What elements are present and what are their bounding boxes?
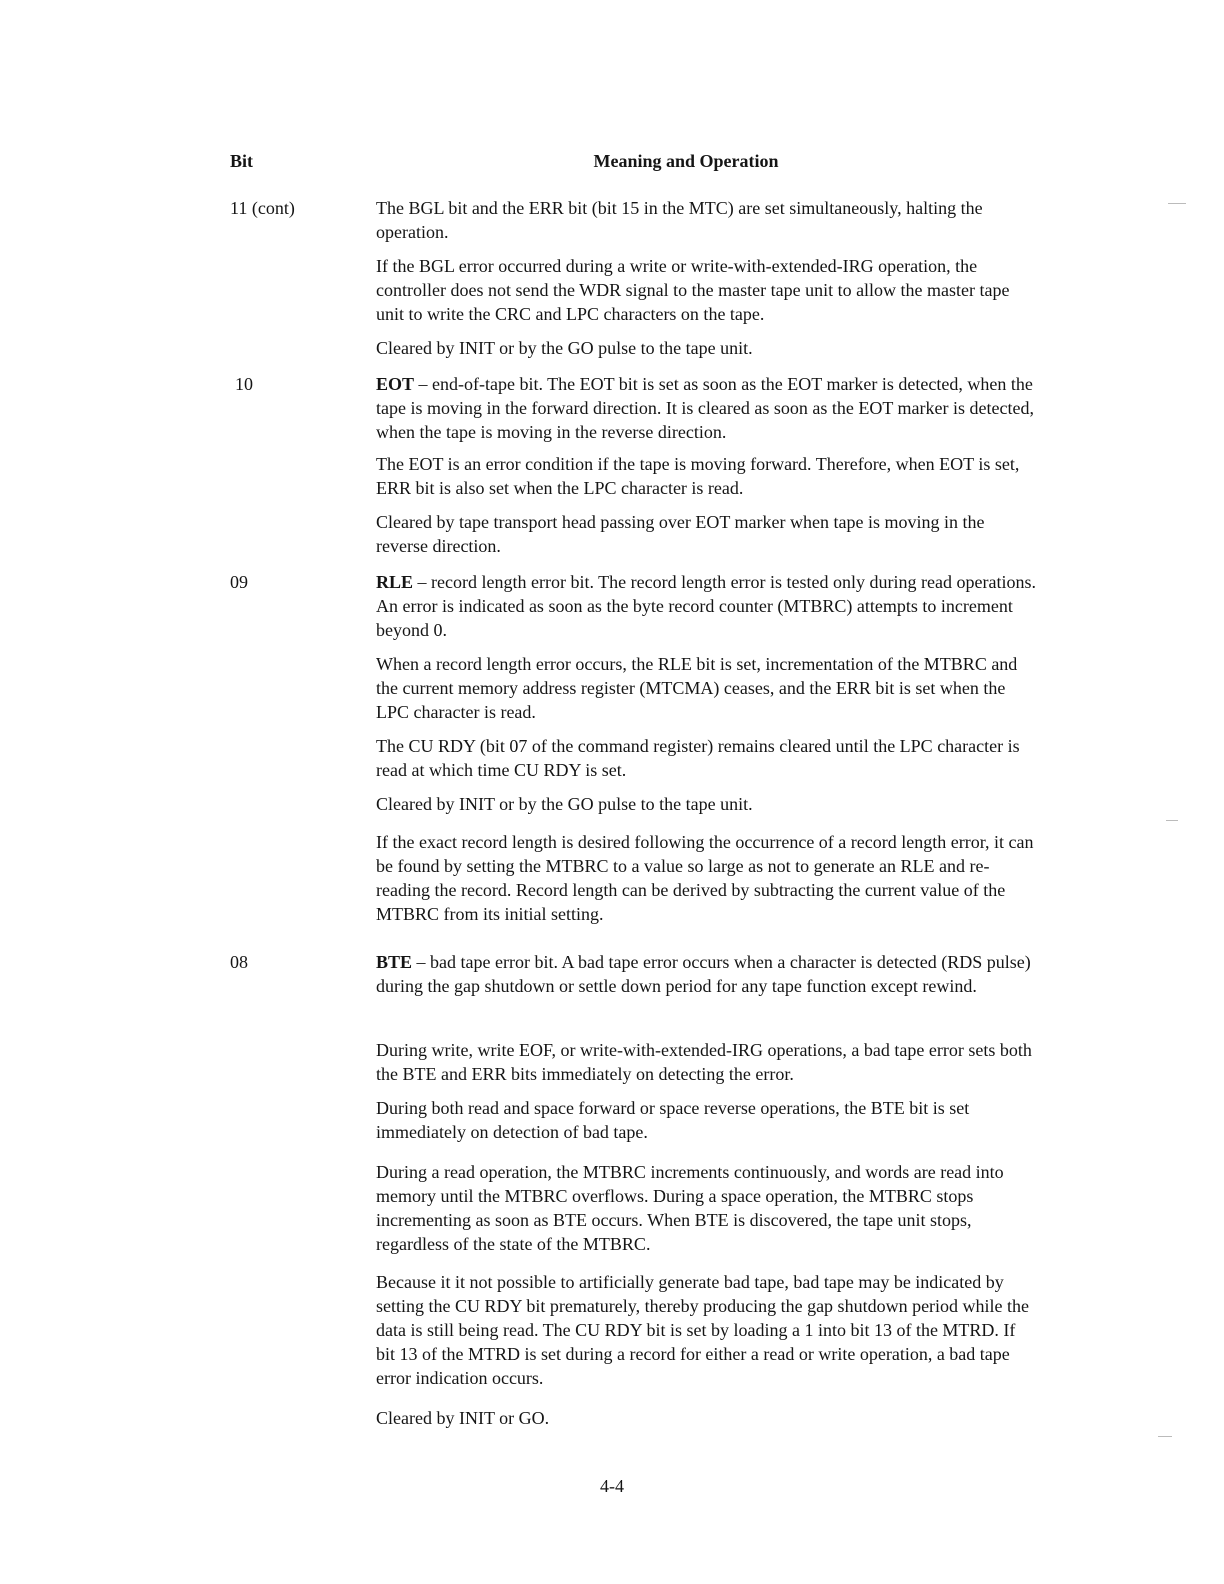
description-paragraph: The EOT is an error condition if the tape is moving forward. Therefore, when EOT is set, ERR bit is also set when the LPC character is read.	[376, 454, 1020, 498]
description-paragraph: Because it it not possible to artificially generate bad tape, bad tape may be indicated by setting the CU RDY bit prematurely, thereby producing the gap shutdown period while the data is still being read. The CU RDY bit is set by loading a 1 into bit 13 of the MTRD. If bit 13 of the MTRD is set during a record for either a read or write operation, a bad tape error indication occurs.	[376, 1272, 1030, 1388]
bit-label: 09	[230, 572, 248, 592]
description-paragraph: Cleared by INIT or GO.	[376, 1408, 550, 1428]
description-paragraph: When a record length error occurs, the RLE bit is set, incrementation of the MTBRC and the current memory address register (MTCMA) ceases, and the ERR bit is set when the LPC character is read.	[376, 654, 1018, 722]
bit-mnemonic: BTE	[376, 952, 413, 972]
description-paragraph: EOT – end-of-tape bit. The EOT bit is set as soon as the EOT marker is detected, when the tape is moving in the forward direction. It is cleared as soon as the EOT marker is detected, when the tape is moving in the reverse direction.	[376, 374, 1034, 442]
bit-label: 08	[230, 952, 248, 972]
description-paragraph: Cleared by INIT or by the GO pulse to the tape unit.	[376, 338, 753, 358]
scan-mark	[1158, 1436, 1172, 1437]
description-paragraph: During a read operation, the MTBRC increments continuously, and words are read into memory until the MTBRC overflows. During a space operation, the MTBRC stops incrementing as soon as BTE occurs. When BTE is discovered, the tape unit stops, regardless of the state of the MTBRC.	[376, 1162, 1004, 1254]
description-paragraph: During write, write EOF, or write-with-extended-IRG operations, a bad tape error sets both the BTE and ERR bits immediately on detecting the error.	[376, 1040, 1032, 1084]
bit-mnemonic: RLE	[376, 572, 414, 592]
description-paragraph: During both read and space forward or space reverse operations, the BTE bit is set immediately on detection of bad tape.	[376, 1098, 970, 1142]
scan-mark	[1168, 203, 1186, 204]
column-header-bit: Bit	[230, 151, 254, 171]
description-paragraph: The BGL bit and the ERR bit (bit 15 in the MTC) are set simultaneously, halting the operation.	[376, 198, 983, 242]
page-number: 4-4	[600, 1476, 624, 1496]
bit-mnemonic: EOT	[376, 374, 415, 394]
description-paragraph: BTE – bad tape error bit. A bad tape error occurs when a character is detected (RDS pulse) during the gap shutdown or settle down period for any tape function except rewind.	[376, 952, 1031, 996]
bit-label: 11 (cont)	[230, 198, 295, 218]
bit-label: 10	[235, 374, 253, 394]
description-paragraph: The CU RDY (bit 07 of the command register) remains cleared until the LPC character is read at which time CU RDY is set.	[376, 736, 1020, 780]
description-paragraph: RLE – record length error bit. The record length error is tested only during read operations. An error is indicated as soon as the byte record counter (MTBRC) attempts to increment beyond 0.	[376, 572, 1036, 640]
description-paragraph: Cleared by tape transport head passing over EOT marker when tape is moving in the reverse direction.	[376, 512, 985, 556]
column-header-meaning: Meaning and Operation	[593, 151, 779, 171]
description-paragraph: If the exact record length is desired following the occurrence of a record length error, it can be found by setting the MTBRC to a value so large as not to generate an RLE and re-reading the record. Record length can be derived by subtracting the current value of the MTBRC from its initial setting.	[376, 832, 1034, 924]
scan-mark	[1166, 820, 1178, 821]
description-paragraph: If the BGL error occurred during a write or write-with-extended-IRG operation, the controller does not send the WDR signal to the master tape unit to allow the master tape unit to write the CRC and LPC characters on the tape.	[376, 256, 1010, 324]
description-paragraph: Cleared by INIT or by the GO pulse to the tape unit.	[376, 794, 753, 814]
